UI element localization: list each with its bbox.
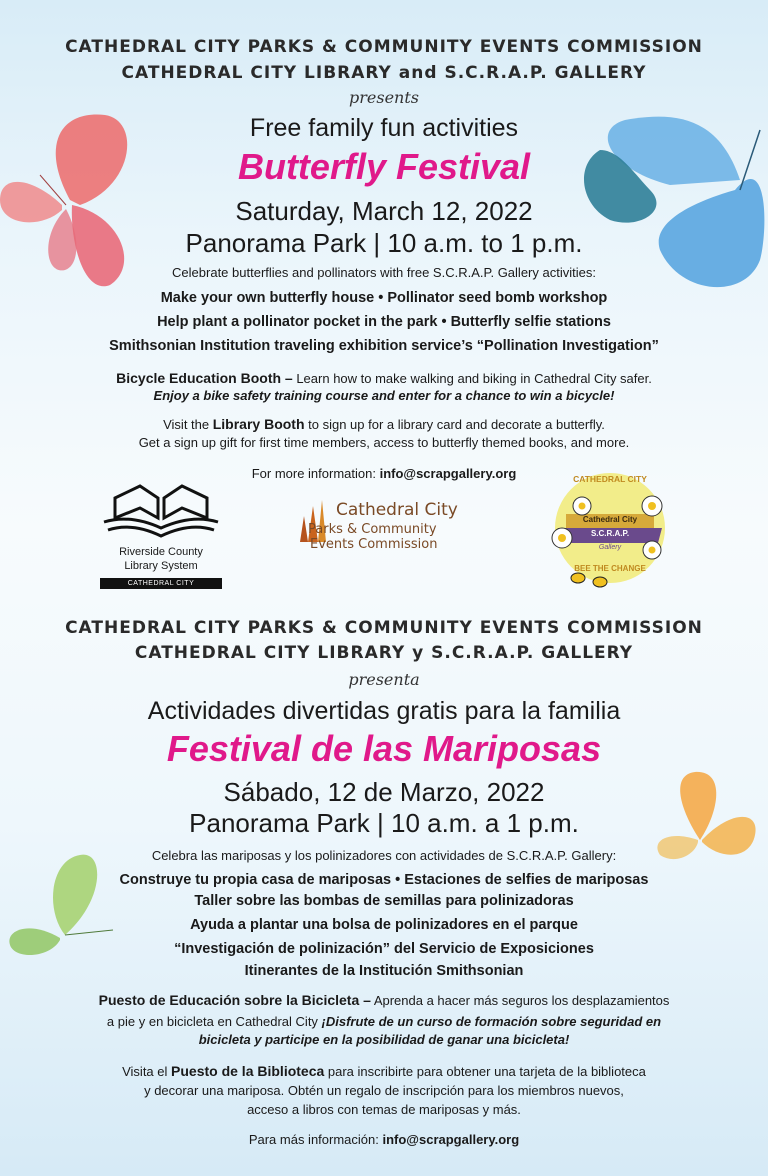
event-place-time-es: Panorama Park | 10 a.m. a 1 p.m.: [189, 808, 579, 838]
org-line-1-es: CATHEDRAL CITY PARKS & COMMUNITY EVENTS COMMISSION: [65, 618, 703, 638]
library-post-es: para inscribirte para obtener una tarjeta de la biblioteca: [324, 1064, 646, 1079]
presenta-text: presenta: [348, 670, 420, 689]
library-post: to sign up for a library card and decorate a butterfly.: [304, 417, 605, 432]
badge-gallery-text: Gallery: [598, 544, 622, 551]
library-booth-label-es: Puesto de la Biblioteca: [171, 1063, 325, 1079]
badge-top-text: CATHEDRAL CITY: [573, 474, 647, 484]
info-label-es: Para más información:: [248, 1132, 383, 1147]
festival-title-es: Festival de las Mariposas: [166, 728, 602, 769]
riverside-name-1: Riverside County: [119, 546, 203, 558]
activities-intro: Celebrate butterflies and pollinators with free S.C.R.A.P. Gallery activities:: [172, 265, 596, 280]
festival-title: Butterfly Festival: [237, 146, 531, 187]
activity-line: Smithsonian Institution traveling exhibition service’s “Pollination Investigation”: [109, 338, 659, 354]
activity-line-es: Ayuda a plantar una bolsa de polinizadores en el parque: [190, 917, 578, 933]
bike-italic-2-es: bicicleta y participe en la posibilidad de ganar una bicicleta!: [198, 1032, 570, 1047]
org-line-2: CATHEDRAL CITY LIBRARY and S.C.R.A.P. GALLERY: [121, 63, 647, 83]
bike-booth-text-es: [0, 992, 768, 1009]
tagline-es: Actividades divertidas gratis para la familia: [147, 697, 621, 725]
library-pre-es: Visita el: [122, 1064, 172, 1079]
event-date: Saturday, March 12, 2022: [235, 196, 533, 226]
bike-booth-desc: Learn how to make walking and biking in Cathedral City safer.: [292, 371, 652, 386]
library-line-2-es: y decorar una mariposa. Obtén un regalo de inscripción para los miembros nuevos,: [144, 1083, 624, 1098]
bike-line2-es: a pie y en bicicleta en Cathedral City: [106, 1014, 322, 1029]
library-line-3-es: acceso a libros con temas de mariposas y más.: [247, 1102, 521, 1117]
bike-booth-text: [0, 370, 768, 387]
more-info-es: [0, 1131, 768, 1148]
activity-line-es: Taller sobre las bombas de semillas para polinizadoras: [194, 893, 574, 909]
riverside-name-2: Library System: [124, 560, 198, 572]
cc-parks: Parks & Community: [308, 522, 437, 537]
activity-line: Help plant a pollinator pocket in the park • Butterfly selfie stations: [157, 314, 611, 330]
bike-booth-label-es: Puesto de Educación sobre la Bicicleta –: [98, 992, 371, 1008]
badge-mid-text: Cathedral City: [582, 515, 638, 524]
bike-booth-line-2-es: [0, 1013, 768, 1030]
open-book-icon: [100, 478, 222, 540]
library-booth-text: [0, 416, 768, 433]
scrap-gallery-badge: [548, 468, 672, 598]
activity-line: Make your own butterfly house • Pollinator seed bomb workshop: [160, 290, 608, 306]
bike-booth-italic: Enjoy a bike safety training course and enter for a chance to win a bicycle!: [153, 388, 615, 403]
activity-line-es: “Investigación de polinización” del Servicio de Exposiciones: [174, 941, 594, 957]
info-email-link[interactable]: info@scrapgallery.org: [379, 466, 517, 481]
bike-booth-label: Bicycle Education Booth –: [116, 370, 293, 386]
tagline: Free family fun activities: [249, 114, 519, 142]
info-email-link-es[interactable]: info@scrapgallery.org: [382, 1132, 520, 1147]
bike-italic-1-es: ¡Disfrute de un curso de formación sobre seguridad en: [321, 1014, 662, 1029]
library-line-2: Get a sign up gift for first time members, access to butterfly themed books, and more.: [138, 435, 630, 450]
cc-events: Events Commission: [310, 537, 438, 552]
activity-line-es: Itinerantes de la Institución Smithsonian: [244, 963, 524, 979]
bike-booth-desc-es: Aprenda a hacer más seguros los desplazamientos: [370, 993, 670, 1008]
library-booth-text-es: [0, 1063, 768, 1080]
activity-line-es: Construye tu propia casa de mariposas • Estaciones de selfies de mariposas: [119, 872, 649, 888]
badge-bottom-text: BEE THE CHANGE: [574, 564, 646, 573]
event-place-time: Panorama Park | 10 a.m. to 1 p.m.: [185, 228, 583, 258]
event-date-es: Sábado, 12 de Marzo, 2022: [223, 777, 545, 807]
badge-scrap-text: S.C.R.A.P.: [590, 529, 630, 538]
presents-text: presents: [349, 88, 419, 107]
riverside-branch-bar: CATHEDRAL CITY: [100, 578, 222, 589]
org-line-2-es: CATHEDRAL CITY LIBRARY y S.C.R.A.P. GALLERY: [134, 643, 634, 663]
info-label: For more information:: [251, 466, 380, 481]
cc-name: Cathedral City: [336, 500, 458, 520]
activities-intro-es: Celebra las mariposas y los polinizadores con actividades de S.C.R.A.P. Gallery:: [151, 848, 617, 863]
library-pre: Visit the: [163, 417, 213, 432]
org-line-1: CATHEDRAL CITY PARKS & COMMUNITY EVENTS COMMISSION: [65, 37, 703, 57]
partner-logos: [0, 474, 768, 608]
library-booth-label: Library Booth: [212, 416, 305, 432]
riverside-library-logo: [100, 478, 222, 589]
